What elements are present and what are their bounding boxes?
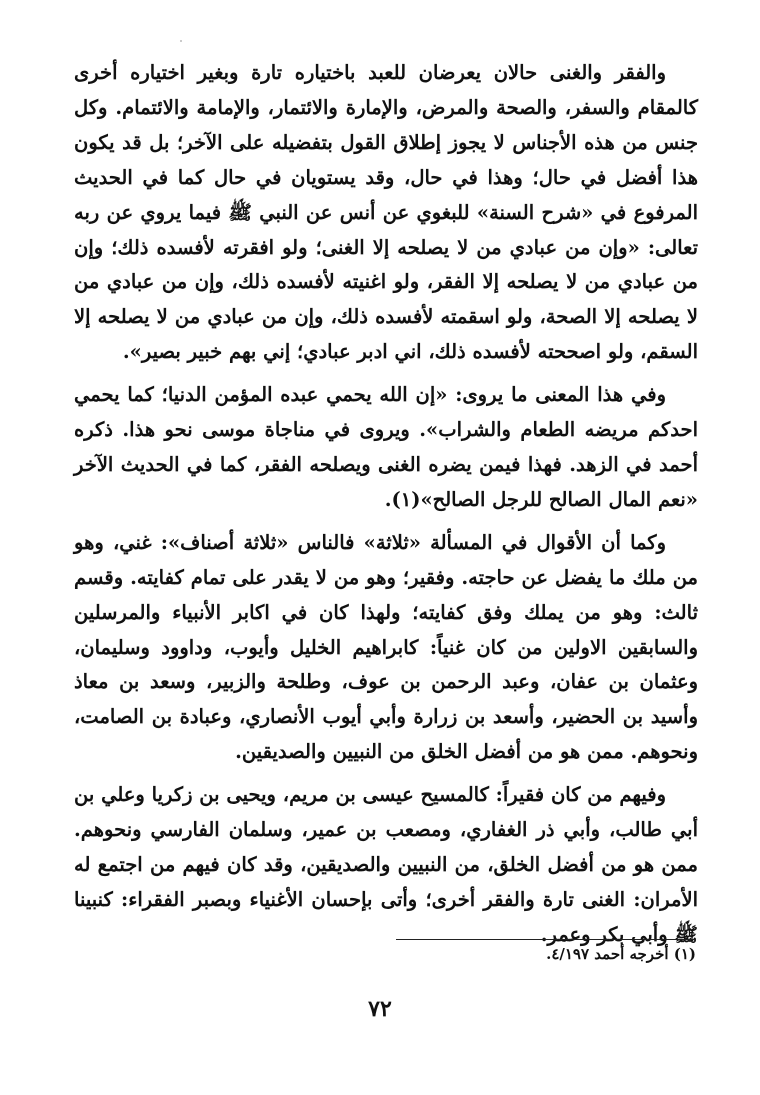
paragraph-1: والفقر والغنى حالان يعرضان للعبد باختياره تارة وبغير اختياره أخرى كالمقام والسفر، والصحة والمرض، والإمارة والائتمار، والإمامة والائتمام. وكل جنس من هذه الأجناس لا يجوز إطلاق القول بتفضيله على الآخر؛ بل قد يكون هذا أفضل في حال؛ وهذا في حال، وقد يستويان في حال كما في الحديث المرفوع في «شرح السنة» للبغوي عن أنس عن النبي ﷺ فيما يروي عن ربه تعالى: «وإن من عبادي من لا يصلحه إلا الغنى؛ ولو افقرته لأفسده ذلك؛ وإن من عبادي من لا يصلحه إلا الفقر، ولو اغنيته لأفسده ذلك، وإن من عبادي من لا يصلحه إلا الصحة، ولو اسقمته لأفسده ذلك، وإن من عبادي من لا يصلحه إلا السقم، ولو اصححته لأفسده ذلك، اني ادبر عبادي؛ إني بهم خبير بصير». bbox=[74, 61, 698, 364]
footnote: (١) أخرجه أحمد ٤/١٩٧. bbox=[546, 945, 696, 963]
paragraph-3: وكما أن الأقوال في المسألة «ثلاثة» فالناس «ثلاثة أصناف»: غني، وهو من ملك ما يفضل عن حاجته. وفقير؛ وهو من لا يقدر على تمام كفايته. وقسم ثالث: وهو من يملك وفق كفايته؛ ولهذا كان في اكابر الأنبياء والمرسلين والسابقين الاولين من كان غنياً: كابراهيم الخليل وأيوب، وداوود وسليمان، وعثمان بن عفان، وعبد الرحمن بن عوف، وطلحة والزبير، وسعد بن معاذ وأسيد بن الحضير، وأسعد بن زرارة وأبي أيوب الأنصاري، وعبادة بن الصامت، ونحوهم. ممن هو من أفضل الخلق من النبيين والصديقين. bbox=[74, 530, 698, 764]
paragraph-4: وفيهم من كان فقيراً: كالمسيح عيسى بن مريم، ويحيى بن زكريا وعلي بن أبي طالب، وأبي ذر الغفاري، ومصعب بن عمير، وسلمان الفارسي ونحوهم. ممن هو من أفضل الخلق، من النبيين والصديقين، وقد كان فيهم من اجتمع له الأمران: الغنى تارة والفقر أخرى؛ وأتى بإحسان الأغنياء وبصبر الفقراء: كنبينا ﷺ وأبي بكر وعمر. bbox=[74, 783, 698, 946]
scan-speck bbox=[180, 40, 182, 42]
paragraph-2: وفي هذا المعنى ما يروى: «إن الله يحمي عبده المؤمن الدنيا؛ كما يحمي احدكم مريضه الطعام والشراب». ويروى في مناجاة موسى نحو هذا. ذكره أحمد في الزهد. فهذا فيمن يضره الغنى ويصلحه الفقر، كما في الحديث الآخر «نعم المال الصالح للرجل الصالح»(١). bbox=[74, 383, 698, 511]
page-number: ٧٢ bbox=[368, 996, 392, 1022]
footnote-separator bbox=[396, 939, 696, 940]
page-body bbox=[74, 56, 698, 953]
